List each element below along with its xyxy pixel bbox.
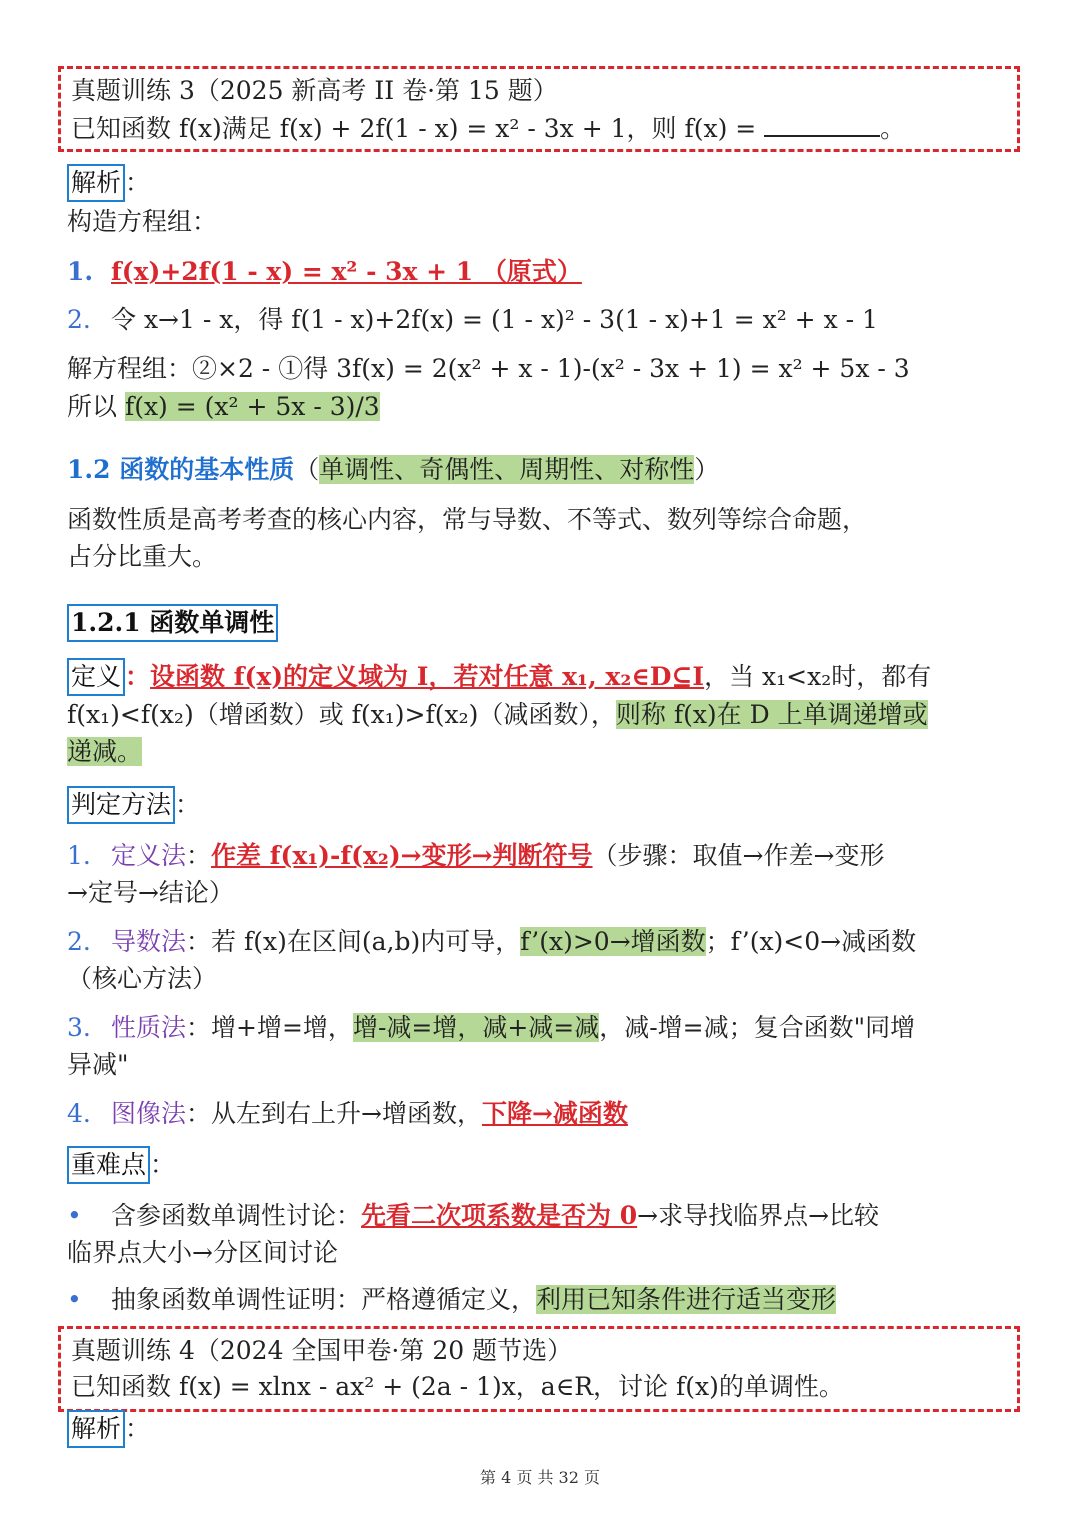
methods-label: 判定方法 xyxy=(67,786,175,824)
problem-4-title: 真题训练 4（2024 全国甲卷·第 20 题节选） xyxy=(71,1336,573,1365)
method-3-line-2: 异减" xyxy=(67,1050,129,1079)
analysis-heading-2: 解析 ： xyxy=(67,1410,150,1446)
method-2-line-2: （核心方法） xyxy=(67,964,218,993)
method-2: 2. 导数法：若 f(x)在区间(a,b)内可导，f’(x)>0→增函数；f’(x)<0→减函数 xyxy=(67,927,917,956)
section-1-2-heading: 1.2 函数的基本性质（单调性、奇偶性、周期性、对称性） xyxy=(67,455,720,484)
solve-line: 解方程组：②×2 - ①得 3f(x) = 2(x² + x - 1)-(x² - 3x + 1) = x² + 5x - 3 xyxy=(67,354,910,383)
methods-heading: 判定方法 ： xyxy=(67,786,200,822)
problem-4-stem: 已知函数 f(x) = xlnx - ax² + (2a - 1)x，a∈R，讨论 f(x)的单调性。 xyxy=(71,1372,844,1401)
method-3: 3. 性质法：增+增=增，增-减=增，减+减=减，减-增=减；复合函数"同增 xyxy=(67,1013,916,1042)
page-footer: 第 4 页 共 32 页 xyxy=(480,1468,600,1487)
definition-line-3: 递减。 xyxy=(67,737,143,766)
step-2: 2. 令 x→1 - x，得 f(1 - x)+2f(x) = (1 - x)² - 3(1 - x)+1 = x² + x - 1 xyxy=(67,305,878,334)
analysis-label-2: 解析 xyxy=(67,1410,125,1448)
section-1-2-desc-2: 占分比重大。 xyxy=(67,542,218,571)
method-1-line-2: →定号→结论） xyxy=(67,878,234,907)
difficulty-item-1-line-2: 临界点大小→分区间讨论 xyxy=(67,1238,338,1267)
step-1: 1. f(x)+2f(1 - x) = x² - 3x + 1 （原式） xyxy=(67,257,582,286)
analysis-label: 解析 xyxy=(67,164,125,202)
method-1: 1. 定义法：作差 f(x₁)-f(x₂)→变形→判断符号（步骤：取值→作差→变形 xyxy=(67,841,885,870)
section-1-2-1-heading: 1.2.1 函数单调性 xyxy=(67,604,278,640)
bullet-icon: • xyxy=(67,1201,82,1230)
problem-3-title: 真题训练 3（2025 新高考 II 卷·第 15 题） xyxy=(71,76,558,105)
analysis-heading: 解析 ： xyxy=(67,164,150,200)
definition-line-1: 定义 ：设函数 f(x)的定义域为 I，若对任意 x₁, x₂∈D⊆I，当 x₁<x₂时，都有 xyxy=(67,658,931,694)
problem-3-stem: 已知函数 f(x)满足 f(x) + 2f(1 - x) = x² - 3x + 1，则 f(x) = 。 xyxy=(71,109,1007,145)
problem-3-box xyxy=(58,66,1020,152)
difficulty-label: 重难点 xyxy=(67,1146,150,1184)
so-line: 所以 f(x) = (x² + 5x - 3)/3 xyxy=(67,392,380,421)
definition-line-2: f(x₁)<f(x₂)（增函数）或 f(x₁)>f(x₂)（减函数），则称 f(x)在 D 上单调递增或 xyxy=(67,700,928,729)
difficulty-heading: 重难点 ： xyxy=(67,1146,175,1182)
answer-blank xyxy=(764,109,880,137)
result-highlight: f(x) = (x² + 5x - 3)/3 xyxy=(124,392,380,421)
difficulty-item-1: • 含参函数单调性讨论：先看二次项系数是否为 0→求导找临界点→比较 xyxy=(67,1198,879,1234)
problem-4-box xyxy=(58,1326,1020,1412)
section-1-2-desc-1: 函数性质是高考考查的核心内容，常与导数、不等式、数列等综合命题， xyxy=(67,505,868,534)
definition-label: 定义 xyxy=(67,658,125,696)
construct-line: 构造方程组： xyxy=(67,207,218,236)
bullet-icon: • xyxy=(67,1285,82,1314)
method-4: 4. 图像法：从左到右上升→增函数，下降→减函数 xyxy=(67,1099,628,1128)
difficulty-item-2: • 抽象函数单调性证明：严格遵循定义，利用已知条件进行适当变形 xyxy=(67,1282,836,1318)
